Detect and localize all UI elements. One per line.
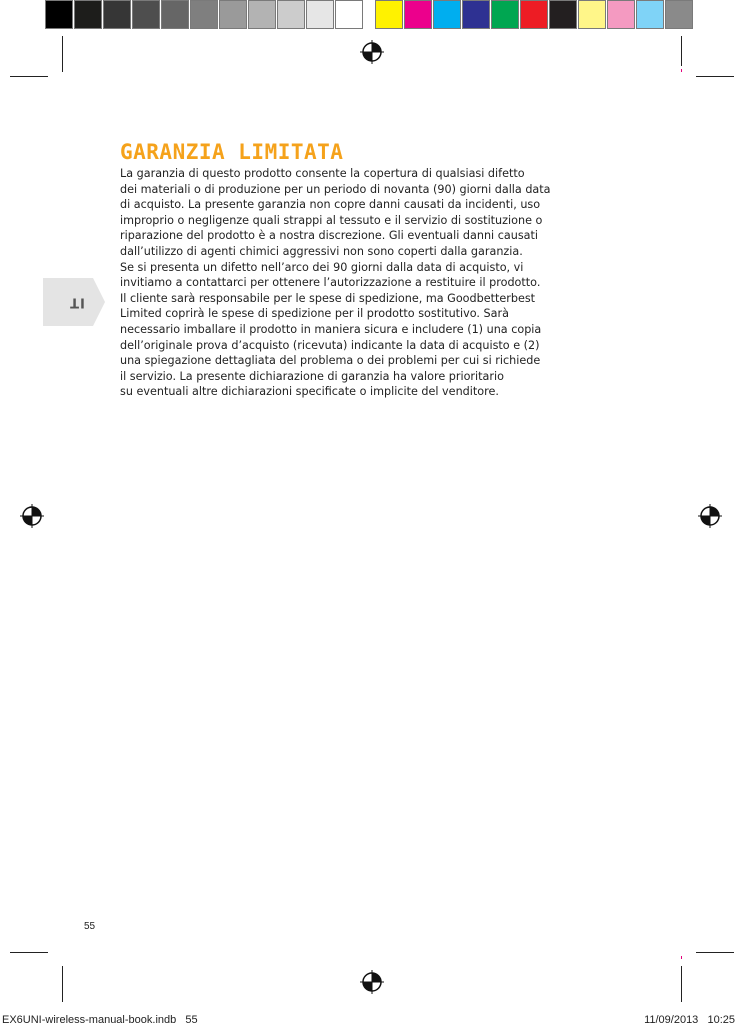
warranty-body	[120, 166, 600, 400]
color-swatch	[578, 0, 606, 29]
color-swatch	[607, 0, 635, 29]
color-swatch	[161, 0, 189, 29]
color-swatch	[248, 0, 276, 29]
color-swatch	[433, 0, 461, 29]
color-swatch	[491, 0, 519, 29]
color-swatch	[404, 0, 432, 29]
color-swatch	[190, 0, 218, 29]
registration-mark-icon	[360, 40, 384, 64]
color-swatch	[520, 0, 548, 29]
color-swatch	[549, 0, 577, 29]
color-swatch	[219, 0, 247, 29]
slug-file-name: EX6UNI-wireless-manual-book.indb 55	[2, 1014, 198, 1026]
body-line: dei materiali o di produzione per un periodo di novanta (90) giorni dalla data	[120, 182, 551, 196]
color-swatch	[132, 0, 160, 29]
color-swatches	[375, 0, 694, 31]
color-calibration-bar	[45, 0, 694, 31]
body-line: necessario imballare il prodotto in maniera sicura e includere (1) una copia	[120, 322, 542, 336]
body-line: dall’utilizzo di agenti chimici aggressivi non sono coperti dalla garanzia.	[120, 244, 523, 258]
color-swatch	[335, 0, 363, 29]
color-swatch	[665, 0, 693, 29]
registration-mark-icon	[20, 504, 44, 528]
body-line: di acquisto. La presente garanzia non copre danni causati da incidenti, uso	[120, 198, 541, 212]
body-line: Se si presenta un difetto nell’arco dei 90 giorni dalla data di acquisto, vi	[120, 260, 524, 274]
color-swatch	[375, 0, 403, 29]
registration-mark-icon	[698, 504, 722, 528]
page-title: GARANZIA LIMITATA	[120, 140, 344, 164]
body-line: Il cliente sarà responsabile per le spese di spedizione, ma Goodbetterbest	[120, 291, 536, 305]
body-line: su eventuali altre dichiarazioni specificate o implicite del venditore.	[120, 385, 499, 399]
grayscale-swatches	[45, 0, 364, 31]
slug-date: 11/09/2013 10:25	[644, 1014, 735, 1026]
color-swatch	[45, 0, 73, 29]
language-tab-label: IT	[69, 294, 85, 310]
registration-mark-icon	[360, 970, 384, 994]
body-line: il servizio. La presente dichiarazione di garanzia ha valore prioritario	[120, 369, 504, 383]
color-swatch	[306, 0, 334, 29]
body-line: riparazione del prodotto è a nostra discrezione. Gli eventuali danni causati	[120, 229, 538, 243]
color-swatch	[462, 0, 490, 29]
body-line: improprio o negligenze quali strappi al tessuto e il servizio di sostituzione o	[120, 213, 543, 227]
body-line: invitiamo a contattarci per ottenere l’autorizzazione a restituire il prodotto.	[120, 276, 541, 290]
color-swatch	[74, 0, 102, 29]
body-line: dell’originale prova d’acquisto (ricevuta) indicante la data di acquisto e (2)	[120, 338, 540, 352]
body-line: La garanzia di questo prodotto consente la copertura di qualsiasi difetto	[120, 167, 525, 180]
body-line: Limited coprirà le spese di spedizione per il prodotto sostitutivo. Sarà	[120, 307, 509, 321]
body-line: una spiegazione dettagliata del problema o dei problemi per cui si richiede	[120, 354, 541, 368]
color-swatch	[277, 0, 305, 29]
page-number: 55	[84, 921, 96, 932]
color-swatch	[636, 0, 664, 29]
color-swatch	[103, 0, 131, 29]
